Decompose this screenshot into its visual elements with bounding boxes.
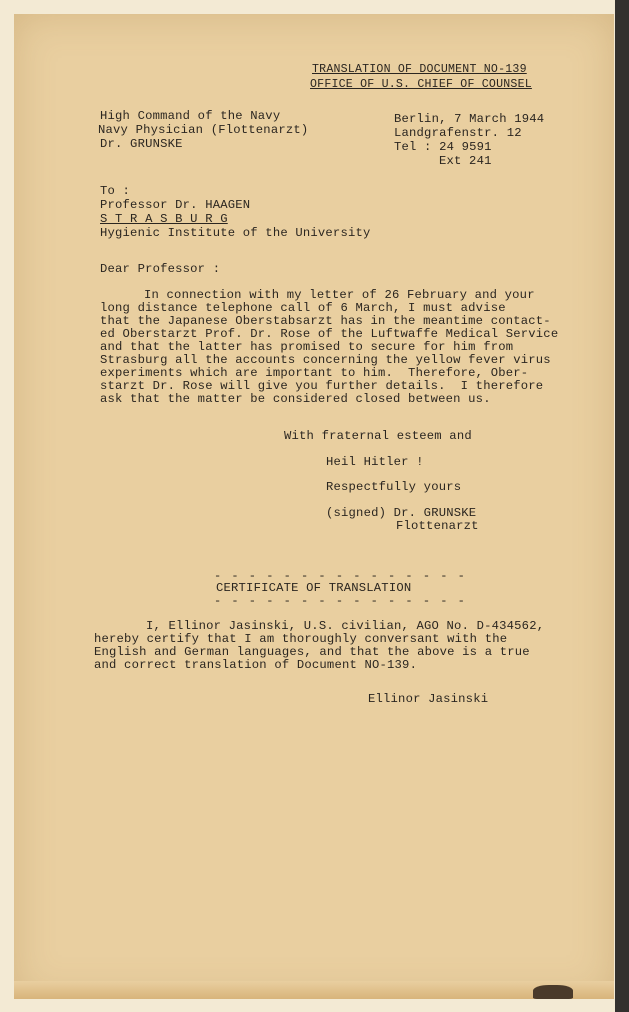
to-label: To : xyxy=(100,184,131,198)
header-line-1: TRANSLATION OF DOCUMENT NO-139 xyxy=(312,63,527,76)
tel-line: Tel : 24 9591 xyxy=(394,140,492,154)
body-line: starzt Dr. Rose will give you further details. I therefore xyxy=(100,379,544,393)
salutation: Dear Professor : xyxy=(100,262,221,276)
sender-line-1: High Command of the Navy xyxy=(100,109,281,123)
certificate-line: English and German languages, and that the above is a true xyxy=(94,645,530,659)
closing-title: Flottenarzt xyxy=(396,519,479,533)
recipient-institute: Hygienic Institute of the University xyxy=(100,226,371,240)
ext-line: Ext 241 xyxy=(439,154,492,168)
certificate-line: I, Ellinor Jasinski, U.S. civilian, AGO No. D-434562, xyxy=(146,619,545,633)
scan-edge xyxy=(615,0,629,1012)
certificate-line: and correct translation of Document NO-139. xyxy=(94,658,418,672)
sender-line-3: Dr. GRUNSKE xyxy=(100,137,183,151)
closing-line-2: Heil Hitler ! xyxy=(326,455,424,469)
closing-signed: (signed) Dr. GRUNSKE xyxy=(326,506,477,520)
certificate-divider-bottom: - - - - - - - - - - - - - - - xyxy=(214,594,467,608)
body-line: long distance telephone call of 6 March, I must advise xyxy=(100,301,506,315)
header-line-2: OFFICE OF U.S. CHIEF OF COUNSEL xyxy=(310,78,532,91)
sender-line-2: Navy Physician (Flottenarzt) xyxy=(98,123,309,137)
body-line: ed Oberstarzt Prof. Dr. Rose of the Luftwaffe Medical Service xyxy=(100,327,559,341)
body-line: that the Japanese Oberstabsarzt has in the meantime contact- xyxy=(100,314,551,328)
body-line: and that the latter has promised to secure for him from xyxy=(100,340,514,354)
certificate-divider-top: - - - - - - - - - - - - - - - xyxy=(214,569,467,583)
closing-line-1: With fraternal esteem and xyxy=(284,429,472,443)
body-line: In connection with my letter of 26 February and your xyxy=(144,288,535,302)
date-line: Berlin, 7 March 1944 xyxy=(394,112,545,126)
closing-line-3: Respectfully yours xyxy=(326,480,462,494)
paper-tear xyxy=(533,985,573,999)
certificate-line: hereby certify that I am thoroughly conversant with the xyxy=(94,632,508,646)
body-line: ask that the matter be considered closed between us. xyxy=(100,392,491,406)
body-line: Strasburg all the accounts concerning the yellow fever virus xyxy=(100,353,551,367)
recipient-city: S T R A S B U R G xyxy=(100,212,228,226)
body-line: experiments which are important to him. Therefore, Ober- xyxy=(100,366,529,380)
certificate-heading: CERTIFICATE OF TRANSLATION xyxy=(216,581,412,595)
certificate-signature: Ellinor Jasinski xyxy=(368,692,489,706)
recipient-name: Professor Dr. HAAGEN xyxy=(100,198,251,212)
street-line: Landgrafenstr. 12 xyxy=(394,126,522,140)
document-page xyxy=(14,14,614,999)
